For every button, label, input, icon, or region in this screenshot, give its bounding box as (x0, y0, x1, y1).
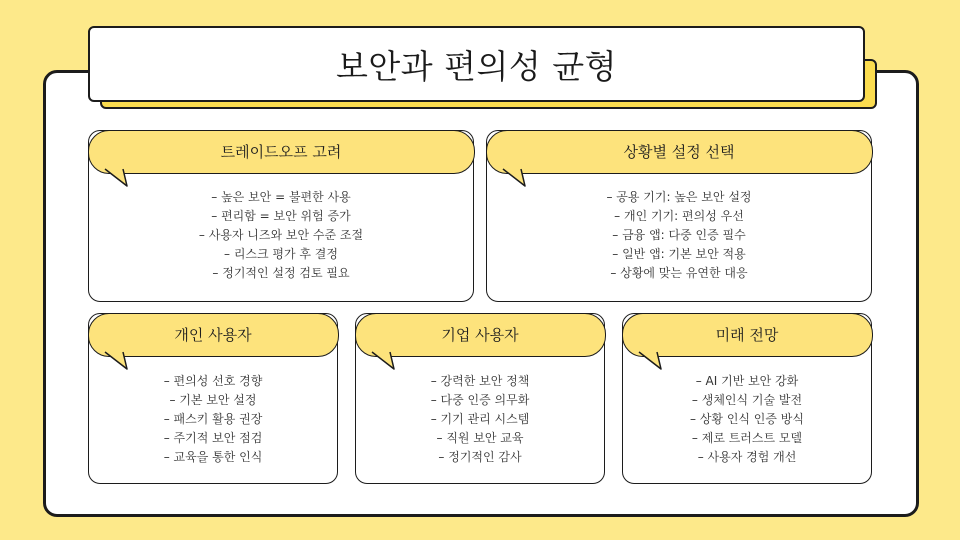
list-item: – 정기적인 설정 검토 필요 (212, 266, 350, 280)
list-item: – 직원 보안 교육 (436, 431, 524, 445)
card-header (355, 313, 606, 357)
list-item: – 강력한 보안 정책 (430, 374, 530, 388)
list-item: – 공용 기기: 높은 보안 설정 (606, 190, 752, 204)
list-item: – 편의성 선호 경향 (163, 374, 263, 388)
card-item-list (623, 372, 871, 467)
list-item: – 높은 보안 = 불편한 사용 (211, 190, 351, 204)
list-item: – 기본 보안 설정 (169, 393, 257, 407)
card-header (622, 313, 873, 357)
card-future-outlook (622, 313, 872, 484)
card-tradeoff (88, 130, 474, 302)
card-header (486, 130, 873, 174)
card-header-label: 기업 사용자 (441, 326, 519, 344)
card-situational (486, 130, 872, 302)
list-item: – 정기적인 감사 (438, 450, 522, 464)
list-item: – 상황 인식 인증 방식 (690, 412, 804, 426)
card-header-label: 개인 사용자 (174, 326, 252, 344)
list-item: – 상황에 맞는 유연한 대응 (610, 266, 748, 280)
speech-tail (105, 169, 127, 186)
speech-tail (105, 352, 127, 369)
card-personal-user (88, 313, 338, 484)
list-item: – 사용자 니즈와 보안 수준 조절 (198, 228, 364, 242)
page-title: 보안과 편의성 균형 (335, 46, 617, 86)
list-item: – 사용자 경험 개선 (697, 450, 797, 464)
list-item: – 제로 트러스트 모델 (691, 431, 803, 445)
speech-tail (639, 352, 661, 369)
card-header-label: 미래 전망 (715, 326, 779, 344)
list-item: – 개인 기기: 편의성 우선 (614, 209, 744, 223)
speech-tail (372, 352, 394, 369)
list-item: – AI 기반 보안 강화 (695, 374, 799, 388)
speech-tail (503, 169, 525, 186)
list-item: – 생체인식 기술 발전 (691, 393, 803, 407)
card-enterprise-user (355, 313, 605, 484)
list-item: – 패스키 활용 권장 (163, 412, 263, 426)
list-item: – 편리함 = 보안 위험 증가 (211, 209, 351, 223)
list-item: – 금융 앱: 다중 인증 필수 (612, 228, 746, 242)
card-item-list (89, 188, 473, 283)
list-item: – 다중 인증 의무화 (430, 393, 530, 407)
list-item: – 리스크 평가 후 결정 (224, 247, 338, 261)
list-item: – 교육을 통한 인식 (163, 450, 263, 464)
title-banner (88, 26, 865, 102)
card-item-list (487, 188, 871, 283)
card-item-list (356, 372, 604, 467)
card-header (88, 313, 339, 357)
list-item: – 기기 관리 시스템 (430, 412, 530, 426)
card-header (88, 130, 475, 174)
card-header-label: 트레이드오프 고려 (220, 143, 342, 161)
list-item: – 주기적 보안 점검 (163, 431, 263, 445)
card-item-list (89, 372, 337, 467)
list-item: – 일반 앱: 기본 보안 적용 (612, 247, 746, 261)
card-header-label: 상황별 설정 선택 (623, 143, 735, 161)
